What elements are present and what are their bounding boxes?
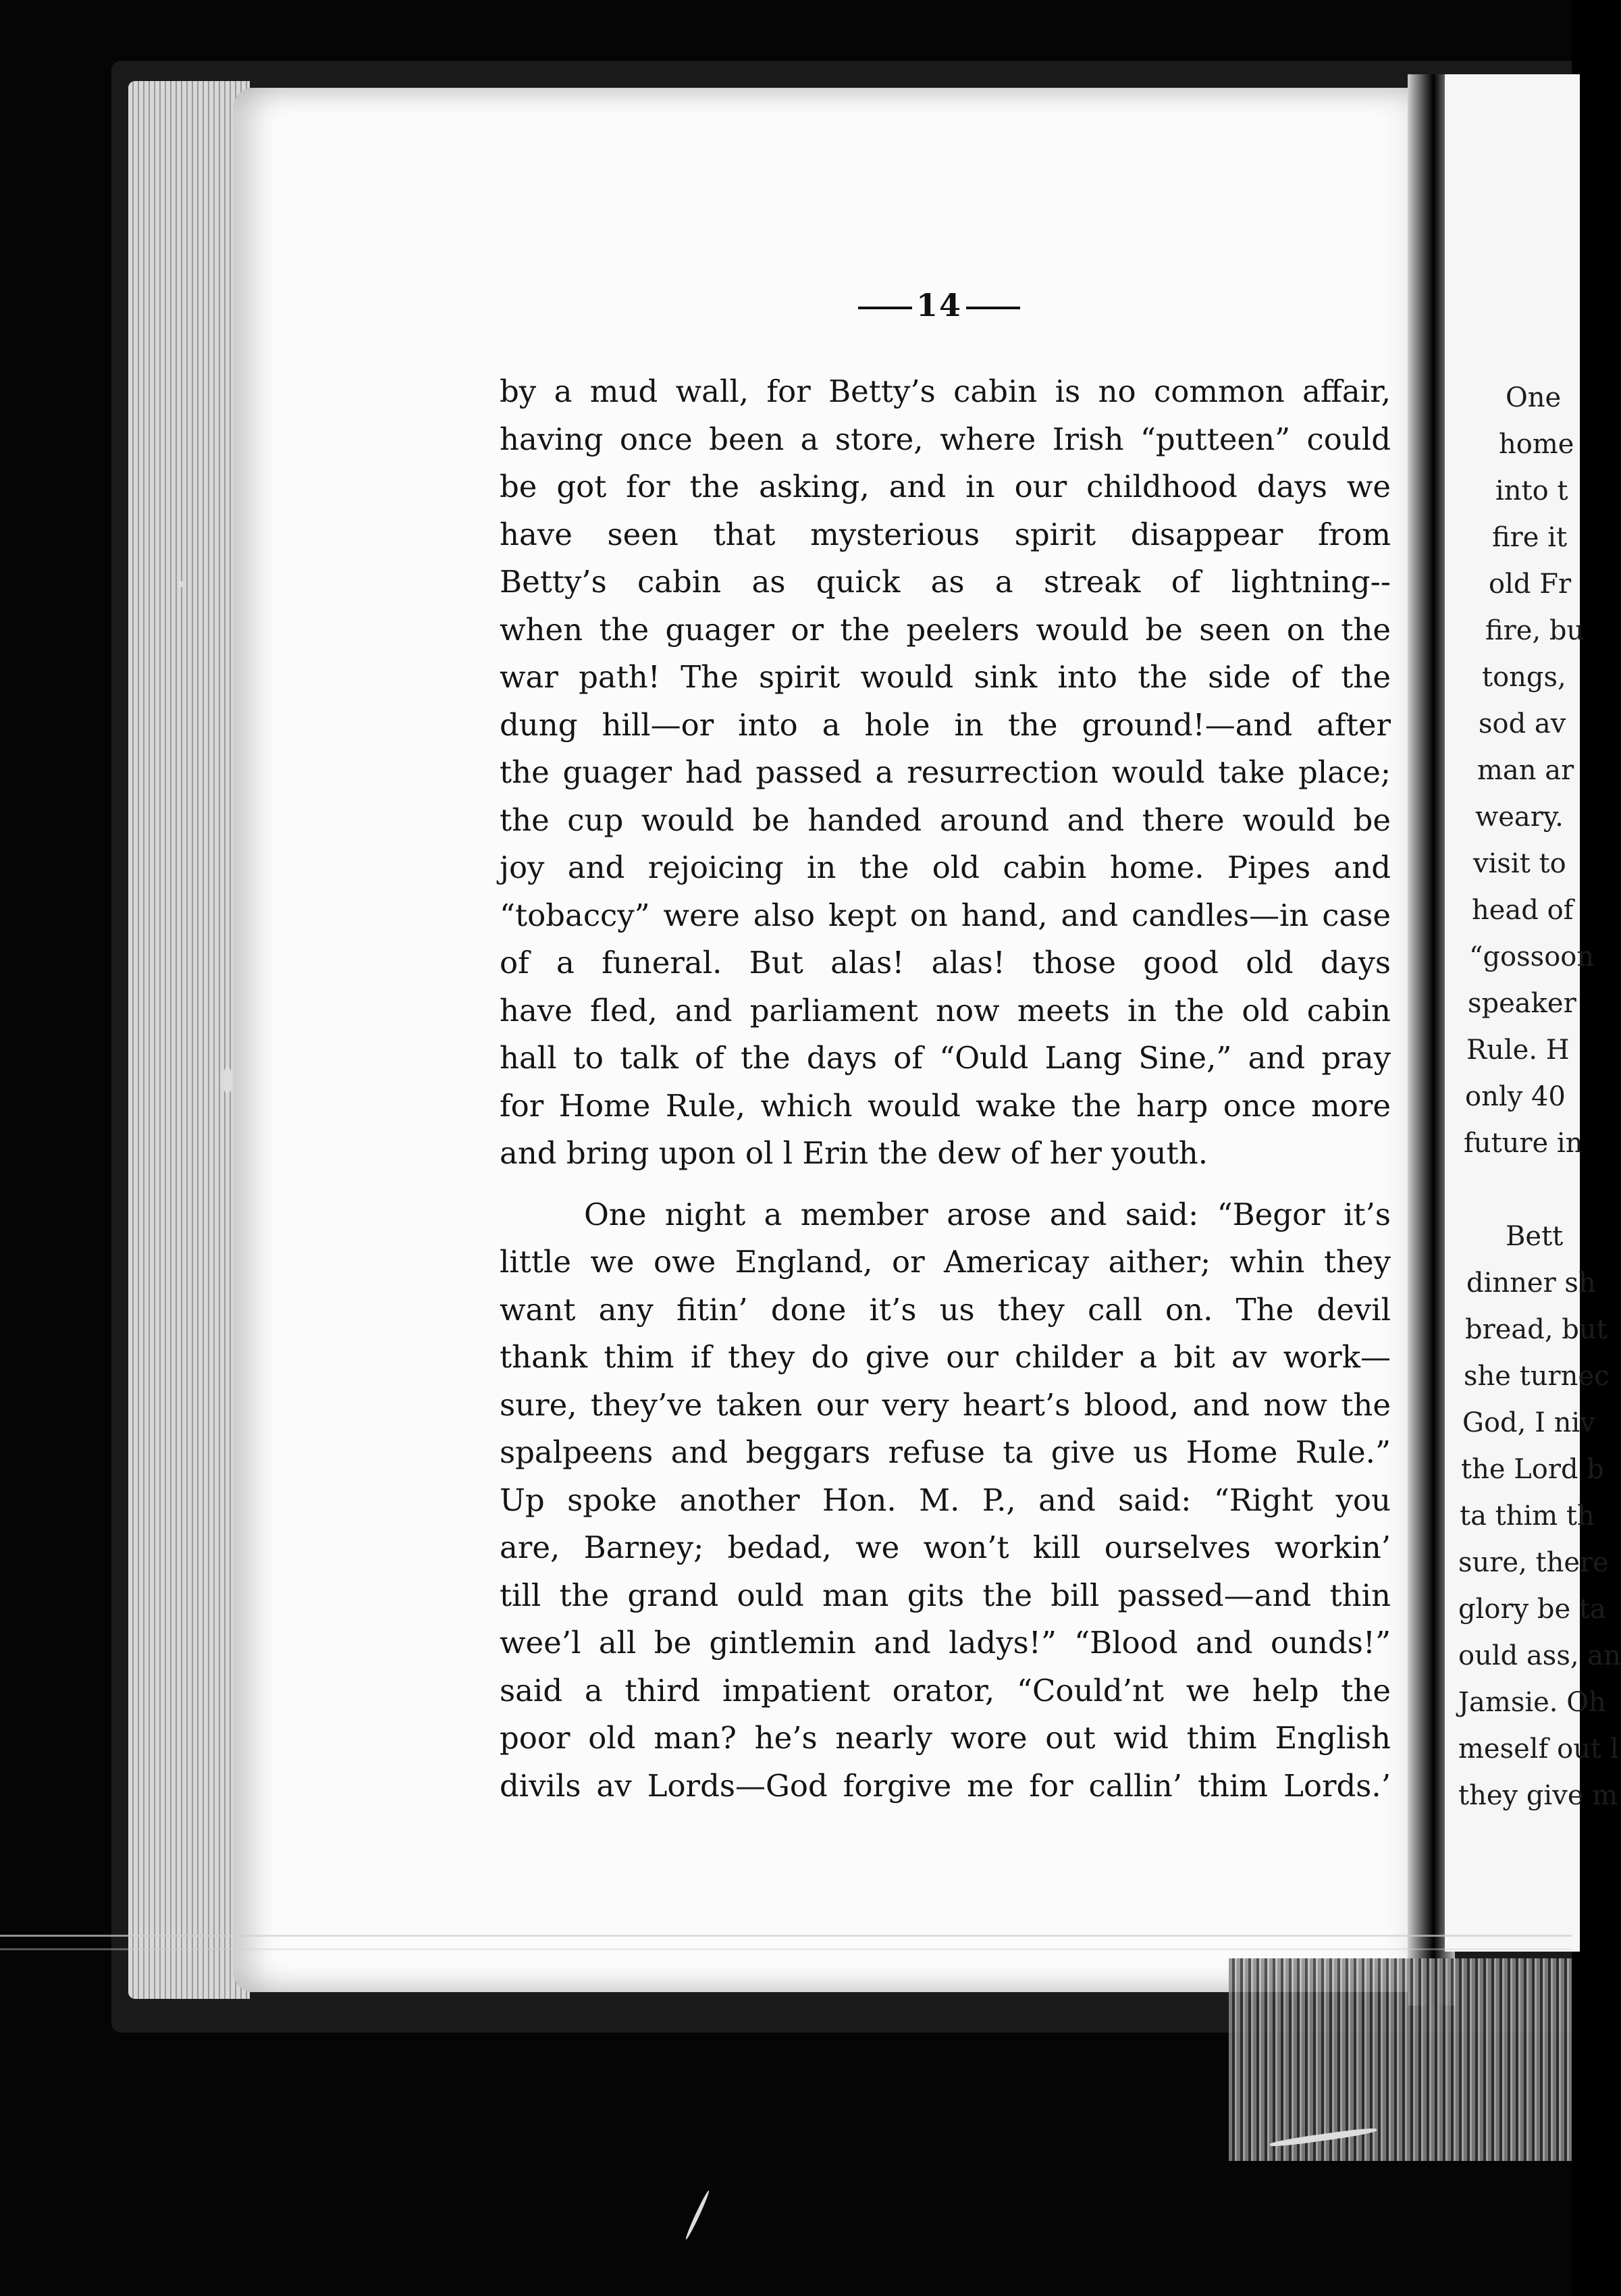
text-line: when the guager or the peelers would be seen on the <box>500 611 1391 648</box>
text-line: poor old man? he’s nearly wore out wid thim English <box>500 1720 1391 1756</box>
right-text-line: meself out l <box>1458 1733 1619 1765</box>
right-text-line: they give m <box>1458 1780 1618 1811</box>
text-line: divils av Lords—God forgive me for callin’ thim Lords.’ <box>500 1767 1391 1804</box>
scan-artifact-line <box>0 1935 1572 1937</box>
text-line: the cup would be handed around and there would be <box>500 802 1391 838</box>
right-text-line: old Fr <box>1489 569 1572 600</box>
right-text-line: ould ass, an <box>1458 1640 1621 1671</box>
text-line: of a funeral. But alas! alas! those good old days <box>500 945 1391 981</box>
right-text-line: future in <box>1464 1128 1583 1159</box>
scan-artifact-line <box>0 1948 1572 1950</box>
text-line: want any fitin’ done it’s us they call on. The devil <box>500 1291 1391 1328</box>
page-number <box>854 287 1024 323</box>
text-line: are, Barney; bedad, we won’t kill ourselves workin’ <box>500 1530 1391 1565</box>
text-line: “tobaccy” were also kept on hand, and candles—in case <box>500 897 1391 933</box>
right-text-line: Bett <box>1506 1221 1564 1252</box>
right-text-line: glory be ta <box>1458 1594 1606 1625</box>
right-text-line: Rule. H <box>1466 1035 1570 1066</box>
text-line: One night a member arose and said: “Begor it’s <box>584 1196 1391 1232</box>
right-text-line: One <box>1506 382 1562 413</box>
right-text-line: home <box>1499 429 1574 460</box>
text-line: having once been a store, where Irish “putteen” could <box>500 421 1391 457</box>
scan-speck <box>684 2189 710 2240</box>
right-text-line: tongs, <box>1482 662 1566 693</box>
page-edges-bottom <box>1229 1958 1572 2161</box>
right-text-line: sure, there <box>1458 1547 1609 1578</box>
text-line: sure, they’ve taken our very heart’s blood, and now the <box>500 1386 1391 1423</box>
text-line: have seen that mysterious spirit disappear from <box>500 516 1391 552</box>
right-text-line: only 40 <box>1465 1081 1566 1112</box>
right-text-line: weary. <box>1475 802 1564 833</box>
text-line: thank thim if they do give our childer a bit av work— <box>500 1339 1391 1375</box>
text-line: hall to talk of the days of “Ould Lang Sine,” and pray <box>500 1040 1391 1076</box>
text-line: by a mud wall, for Betty’s cabin is no common affair, <box>500 373 1391 409</box>
text-line: for Home Rule, which would wake the harp once more <box>500 1087 1391 1124</box>
right-text-line: ta thim th <box>1460 1501 1595 1532</box>
right-text-line: speaker <box>1468 988 1576 1019</box>
right-page-text <box>1458 375 1621 1819</box>
body-text <box>500 368 1391 1810</box>
right-text-line: into t <box>1495 475 1568 506</box>
text-line: be got for the asking, and in our childhood days we <box>500 469 1391 504</box>
right-text-line: head of <box>1472 895 1574 926</box>
page-number-text: 14 <box>916 287 963 323</box>
text-line: dung hill—or into a hole in the ground!—and after <box>500 706 1391 743</box>
paragraph-gap <box>500 1178 1391 1191</box>
text-line: spalpeens and beggars refuse ta give us Home Rule.” <box>500 1434 1391 1470</box>
right-text-line: she turnec <box>1464 1361 1610 1392</box>
right-text-line: God, I niv <box>1462 1407 1595 1438</box>
text-line: joy and rejoicing in the old cabin home. Pipes and <box>500 850 1391 885</box>
page-stack-edge <box>128 81 250 1999</box>
right-text-line: fire, bu <box>1485 615 1585 646</box>
right-text-line: sod av <box>1479 708 1566 739</box>
right-text-line: dinner sh <box>1466 1268 1596 1299</box>
right-text-line: the Lord b <box>1461 1454 1604 1485</box>
text-line: Up spoke another Hon. M. P., and said: “Right you <box>500 1482 1391 1518</box>
text-line: have fled, and parliament now meets in the old cabin <box>500 992 1391 1028</box>
right-text-line: Jamsie. Oh <box>1458 1687 1606 1718</box>
right-text-line: “gossoon <box>1469 941 1595 972</box>
text-line: wee’l all be gintlemin and ladys!” “Blood and ounds!” <box>500 1625 1391 1661</box>
right-text-line: bread, but <box>1465 1314 1607 1345</box>
page-number-dash-left <box>858 307 912 309</box>
text-line: said a third impatient orator, “Could’nt we help the <box>500 1672 1391 1708</box>
text-line: war path! The spirit would sink into the side of the <box>500 659 1391 695</box>
scan-speck <box>177 581 184 588</box>
text-line: little we owe England, or Americay aither; whin they <box>500 1244 1391 1280</box>
right-text-line: man ar <box>1477 755 1574 786</box>
scan-speck <box>223 1067 232 1094</box>
right-text-line <box>1458 1167 1580 1214</box>
text-line: Betty’s cabin as quick as a streak of lightning-- <box>500 564 1391 600</box>
right-text-line: visit to <box>1473 848 1566 879</box>
text-line: and bring upon ol l Erin the dew of her youth. <box>500 1135 1208 1171</box>
page-number-dash-right <box>966 307 1020 309</box>
right-text-line: fire it <box>1492 522 1568 553</box>
text-line: till the grand ould man gits the bill passed—and thin <box>500 1577 1391 1613</box>
text-line: the guager had passed a resurrection would take place; <box>500 754 1391 790</box>
